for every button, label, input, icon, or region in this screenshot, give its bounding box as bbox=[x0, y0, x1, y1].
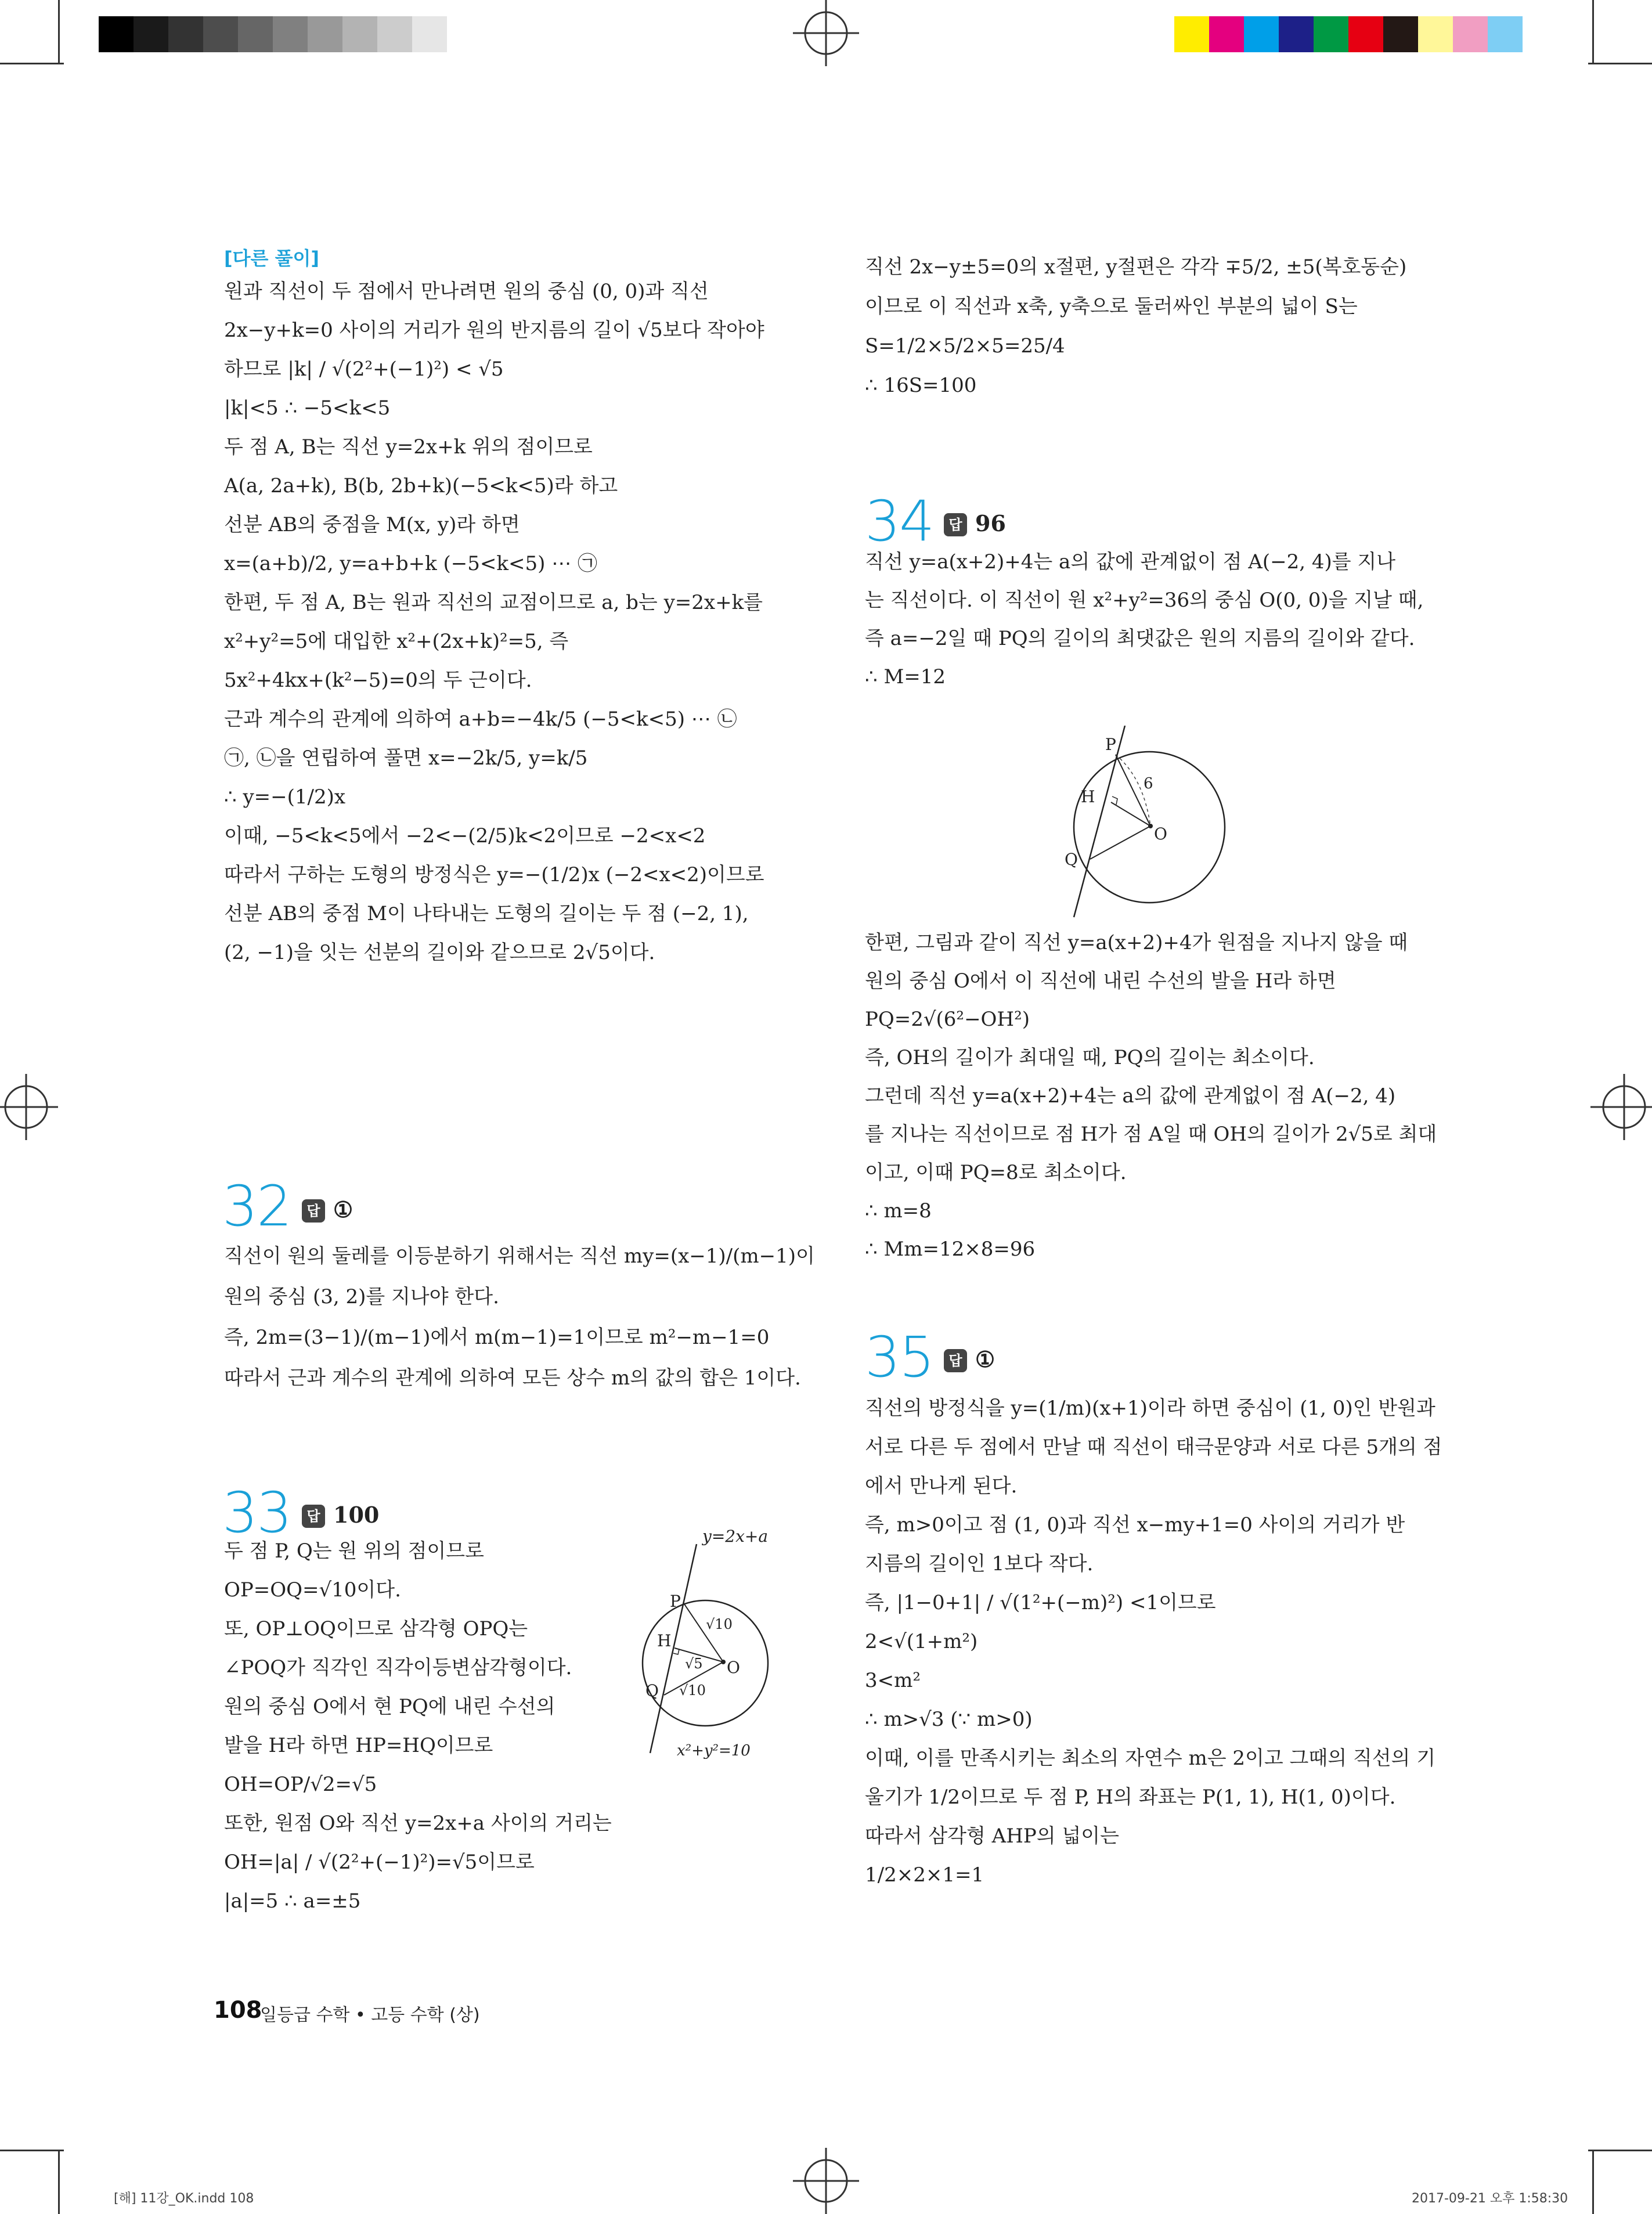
solution-line: 직선 y=a(x+2)+4는 a의 값에 관계없이 점 A(−2, 4)를 지나 bbox=[865, 550, 1396, 574]
fig33-radius-label: √10 bbox=[679, 1682, 706, 1699]
color-swatch bbox=[1418, 16, 1453, 52]
solution-line: 하므로 |k| / √(2²+(−1)²) < √5 bbox=[224, 358, 504, 381]
answer-badge: 답 bbox=[944, 513, 967, 536]
answer-33: 100 bbox=[333, 1502, 380, 1528]
solution-line: 이고, 이때 PQ=8로 최소이다. bbox=[865, 1161, 1127, 1184]
solution-line: ∴ m>√3 (∵ m>0) bbox=[865, 1708, 1033, 1731]
solution-line: 직선의 방정식을 y=(1/m)(x+1)이라 하면 중심이 (1, 0)인 반원과 bbox=[865, 1397, 1435, 1420]
solution-line: 발을 H라 하면 HP=HQ이므로 bbox=[224, 1734, 493, 1757]
solution-line: OH=|a| / √(2²+(−1)²)=√5이므로 bbox=[224, 1851, 535, 1874]
solution-line: ∴ 16S=100 bbox=[865, 374, 977, 397]
solution-line: 따라서 삼각형 AHP의 넓이는 bbox=[865, 1824, 1119, 1848]
fig34-point-P: P bbox=[1105, 735, 1116, 754]
answer-34: 96 bbox=[975, 510, 1006, 536]
question-number-34: 34 bbox=[865, 489, 934, 554]
solution-line: OP=OQ=√10이다. bbox=[224, 1578, 401, 1602]
fig33-point-O: O bbox=[727, 1658, 740, 1677]
solution-line: ∴ Mm=12×8=96 bbox=[865, 1238, 1036, 1261]
solution-line: ∴ y=−(1/2)x bbox=[224, 785, 346, 809]
fig33-point-P: P bbox=[670, 1592, 681, 1611]
solution-line: 두 점 P, Q는 원 위의 점이므로 bbox=[224, 1539, 484, 1563]
solution-line: 이므로 이 직선과 x축, y축으로 둘러싸인 부분의 넓이 S는 bbox=[865, 295, 1358, 318]
solution-line: 서로 다른 두 점에서 만날 때 직선이 태극문양과 서로 다른 5개의 점 bbox=[865, 1436, 1442, 1459]
color-swatch bbox=[1488, 16, 1523, 52]
crop-mark bbox=[1592, 0, 1594, 64]
fig34-point-Q: Q bbox=[1065, 850, 1078, 869]
solution-line: x=(a+b)/2, y=a+b+k (−5<k<5) ⋯ ㉠ bbox=[224, 552, 598, 575]
solution-line: 2x−y+k=0 사이의 거리가 원의 반지름의 길이 √5보다 작아야 bbox=[224, 319, 764, 342]
page-number: 108 bbox=[214, 1997, 262, 2024]
gray-swatch bbox=[308, 16, 342, 52]
answer-32: ① bbox=[333, 1196, 354, 1223]
solution-line: 3<m² bbox=[865, 1669, 921, 1692]
solution-line: 2<√(1+m²) bbox=[865, 1630, 978, 1653]
solution-line: 직선 2x−y±5=0의 x절편, y절편은 각각 ∓5/2, ±5(복호동순) bbox=[865, 255, 1407, 279]
solution-line: 는 직선이다. 이 직선이 원 x²+y²=36의 중심 O(0, 0)을 지날 때, bbox=[865, 589, 1424, 612]
solution-line: OH=OP/√2=√5 bbox=[224, 1773, 377, 1796]
solution-line: |k|<5 ∴ −5<k<5 bbox=[224, 396, 391, 420]
solution-line: 직선이 원의 둘레를 이등분하기 위해서는 직선 my=(x−1)/(m−1)이 bbox=[224, 1245, 815, 1268]
crop-mark bbox=[0, 2150, 64, 2151]
registration-mark bbox=[793, 0, 859, 66]
crop-mark bbox=[58, 0, 60, 64]
solution-line: 즉, 2m=(3−1)/(m−1)에서 m(m−1)=1이므로 m²−m−1=0 bbox=[224, 1326, 770, 1349]
solution-line: 즉 a=−2일 때 PQ의 길이의 최댓값은 원의 지름의 길이와 같다. bbox=[865, 627, 1415, 650]
solution-line: ∴ M=12 bbox=[865, 665, 946, 688]
solution-line: 에서 만나게 된다. bbox=[865, 1474, 1018, 1498]
solution-line: 이때, 이를 만족시키는 최소의 자연수 m은 2이고 그때의 직선의 기 bbox=[865, 1747, 1436, 1770]
question-number-33: 33 bbox=[222, 1480, 291, 1545]
solution-line: 선분 AB의 중점을 M(x, y)라 하면 bbox=[224, 513, 520, 536]
fig33-point-Q: Q bbox=[645, 1681, 659, 1700]
solution-line: ∠POQ가 직각인 직각이등변삼각형이다. bbox=[224, 1656, 572, 1679]
question-number-32: 32 bbox=[222, 1174, 291, 1239]
answer-badge: 답 bbox=[944, 1349, 967, 1372]
color-swatch bbox=[1244, 16, 1279, 52]
solution-line: 또한, 원점 O와 직선 y=2x+a 사이의 거리는 bbox=[224, 1812, 612, 1835]
solution-line: 원과 직선이 두 점에서 만나려면 원의 중심 (0, 0)과 직선 bbox=[224, 280, 709, 303]
alt-solution-heading: [다른 풀이] bbox=[224, 247, 320, 269]
gray-swatch bbox=[412, 16, 447, 52]
answer-badge: 답 bbox=[302, 1505, 325, 1528]
file-slug: [해] 11강_OK.indd 108 bbox=[114, 2191, 254, 2206]
date-slug: 2017-09-21 오후 1:58:30 bbox=[1412, 2191, 1568, 2206]
gray-swatch bbox=[238, 16, 273, 52]
solution-line: 즉, m>0이고 점 (1, 0)과 직선 x−my+1=0 사이의 거리가 반 bbox=[865, 1513, 1405, 1537]
solution-line: S=1/2×5/2×5=25/4 bbox=[865, 334, 1065, 358]
solution-line: (2, −1)을 잇는 선분의 길이와 같으므로 2√5이다. bbox=[224, 941, 655, 964]
solution-line: 즉, |1−0+1| / √(1²+(−m)²) <1이므로 bbox=[865, 1591, 1216, 1614]
registration-mark bbox=[1590, 1074, 1652, 1140]
solution-line: 즉, OH의 길이가 최대일 때, PQ의 길이는 최소이다. bbox=[865, 1046, 1315, 1069]
solution-line: 한편, 두 점 A, B는 원과 직선의 교점이므로 a, b는 y=2x+k를 bbox=[224, 591, 763, 614]
solution-line: x²+y²=5에 대입한 x²+(2x+k)²=5, 즉 bbox=[224, 630, 569, 653]
figure-33-circle-diagram bbox=[615, 1521, 789, 1765]
fig33-radius-label: √10 bbox=[706, 1616, 733, 1632]
solution-line: ∴ m=8 bbox=[865, 1199, 932, 1223]
crop-mark bbox=[1592, 2150, 1594, 2214]
crop-mark bbox=[1588, 2150, 1652, 2151]
solution-line: ㉠, ㉡을 연립하여 풀면 x=−2k/5, y=k/5 bbox=[224, 747, 588, 770]
crop-mark bbox=[1588, 63, 1652, 64]
color-swatch bbox=[1279, 16, 1314, 52]
fig33-point-H: H bbox=[657, 1631, 672, 1650]
fig34-point-O: O bbox=[1154, 824, 1167, 843]
solution-line: 5x²+4kx+(k²−5)=0의 두 근이다. bbox=[224, 669, 532, 692]
solution-line: 이때, −5<k<5에서 −2<−(2/5)k<2이므로 −2<x<2 bbox=[224, 824, 706, 848]
figure-34-circle-diagram bbox=[1056, 726, 1231, 935]
solution-line: 따라서 근과 계수의 관계에 의하여 모든 상수 m의 값의 합은 1이다. bbox=[224, 1366, 801, 1390]
fig33-oh-label: √5 bbox=[685, 1656, 703, 1672]
solution-line: A(a, 2a+k), B(b, 2b+k)(−5<k<5)라 하고 bbox=[224, 474, 618, 497]
solution-line: 울기가 1/2이므로 두 점 P, H의 좌표는 P(1, 1), H(1, 0)이다. bbox=[865, 1786, 1396, 1809]
gray-swatch bbox=[377, 16, 412, 52]
color-swatch bbox=[1174, 16, 1209, 52]
solution-line: PQ=2√(6²−OH²) bbox=[865, 1008, 1030, 1031]
registration-mark bbox=[793, 2148, 859, 2214]
registration-mark bbox=[0, 1074, 58, 1140]
solution-line: 두 점 A, B는 직선 y=2x+k 위의 점이므로 bbox=[224, 435, 593, 459]
answer-35: ① bbox=[975, 1346, 995, 1372]
solution-line: 그런데 직선 y=a(x+2)+4는 a의 값에 관계없이 점 A(−2, 4) bbox=[865, 1084, 1396, 1108]
solution-line: |a|=5 ∴ a=±5 bbox=[224, 1890, 361, 1913]
solution-line: 지름의 길이인 1보다 작다. bbox=[865, 1552, 1094, 1575]
solution-line: 한편, 그림과 같이 직선 y=a(x+2)+4가 원점을 지나지 않을 때 bbox=[865, 931, 1408, 954]
solution-line: 원의 중심 O에서 이 직선에 내린 수선의 발을 H라 하면 bbox=[865, 969, 1336, 993]
gray-swatch bbox=[168, 16, 203, 52]
gray-swatch bbox=[342, 16, 377, 52]
book-title: 일등급 수학 • 고등 수학 (상) bbox=[260, 2005, 480, 2025]
color-swatch bbox=[1209, 16, 1244, 52]
solution-line: 선분 AB의 중점 M이 나타내는 도형의 길이는 두 점 (−2, 1), bbox=[224, 902, 749, 925]
solution-line: 따라서 구하는 도형의 방정식은 y=−(1/2)x (−2<x<2)이므로 bbox=[224, 863, 764, 886]
question-number-35: 35 bbox=[865, 1325, 934, 1390]
fig33-circle-label: x²+y²=10 bbox=[677, 1742, 751, 1759]
color-swatch bbox=[1314, 16, 1348, 52]
color-swatch bbox=[1453, 16, 1488, 52]
color-swatch bbox=[1348, 16, 1383, 52]
solution-line: 1/2×2×1=1 bbox=[865, 1863, 984, 1887]
gray-swatch bbox=[134, 16, 168, 52]
fig34-radius-label: 6 bbox=[1144, 775, 1153, 792]
solution-line: 원의 중심 O에서 현 PQ에 내린 수선의 bbox=[224, 1695, 556, 1718]
fig34-point-H: H bbox=[1081, 787, 1095, 806]
solution-line: 를 지나는 직선이므로 점 H가 점 A일 때 OH의 길이가 2√5로 최대 bbox=[865, 1123, 1437, 1146]
solution-line: 근과 계수의 관계에 의하여 a+b=−4k/5 (−5<k<5) ⋯ ㉡ bbox=[224, 708, 737, 731]
solution-line: 또, OP⊥OQ이므로 삼각형 OPQ는 bbox=[224, 1617, 528, 1640]
color-swatch bbox=[1383, 16, 1418, 52]
gray-swatch bbox=[99, 16, 134, 52]
fig33-line-label: y=2x+a bbox=[702, 1527, 769, 1546]
crop-mark bbox=[0, 63, 64, 64]
answer-badge: 답 bbox=[302, 1199, 325, 1223]
gray-swatch bbox=[203, 16, 238, 52]
gray-swatch bbox=[273, 16, 308, 52]
crop-mark bbox=[58, 2150, 60, 2214]
solution-line: 원의 중심 (3, 2)를 지나야 한다. bbox=[224, 1285, 499, 1308]
